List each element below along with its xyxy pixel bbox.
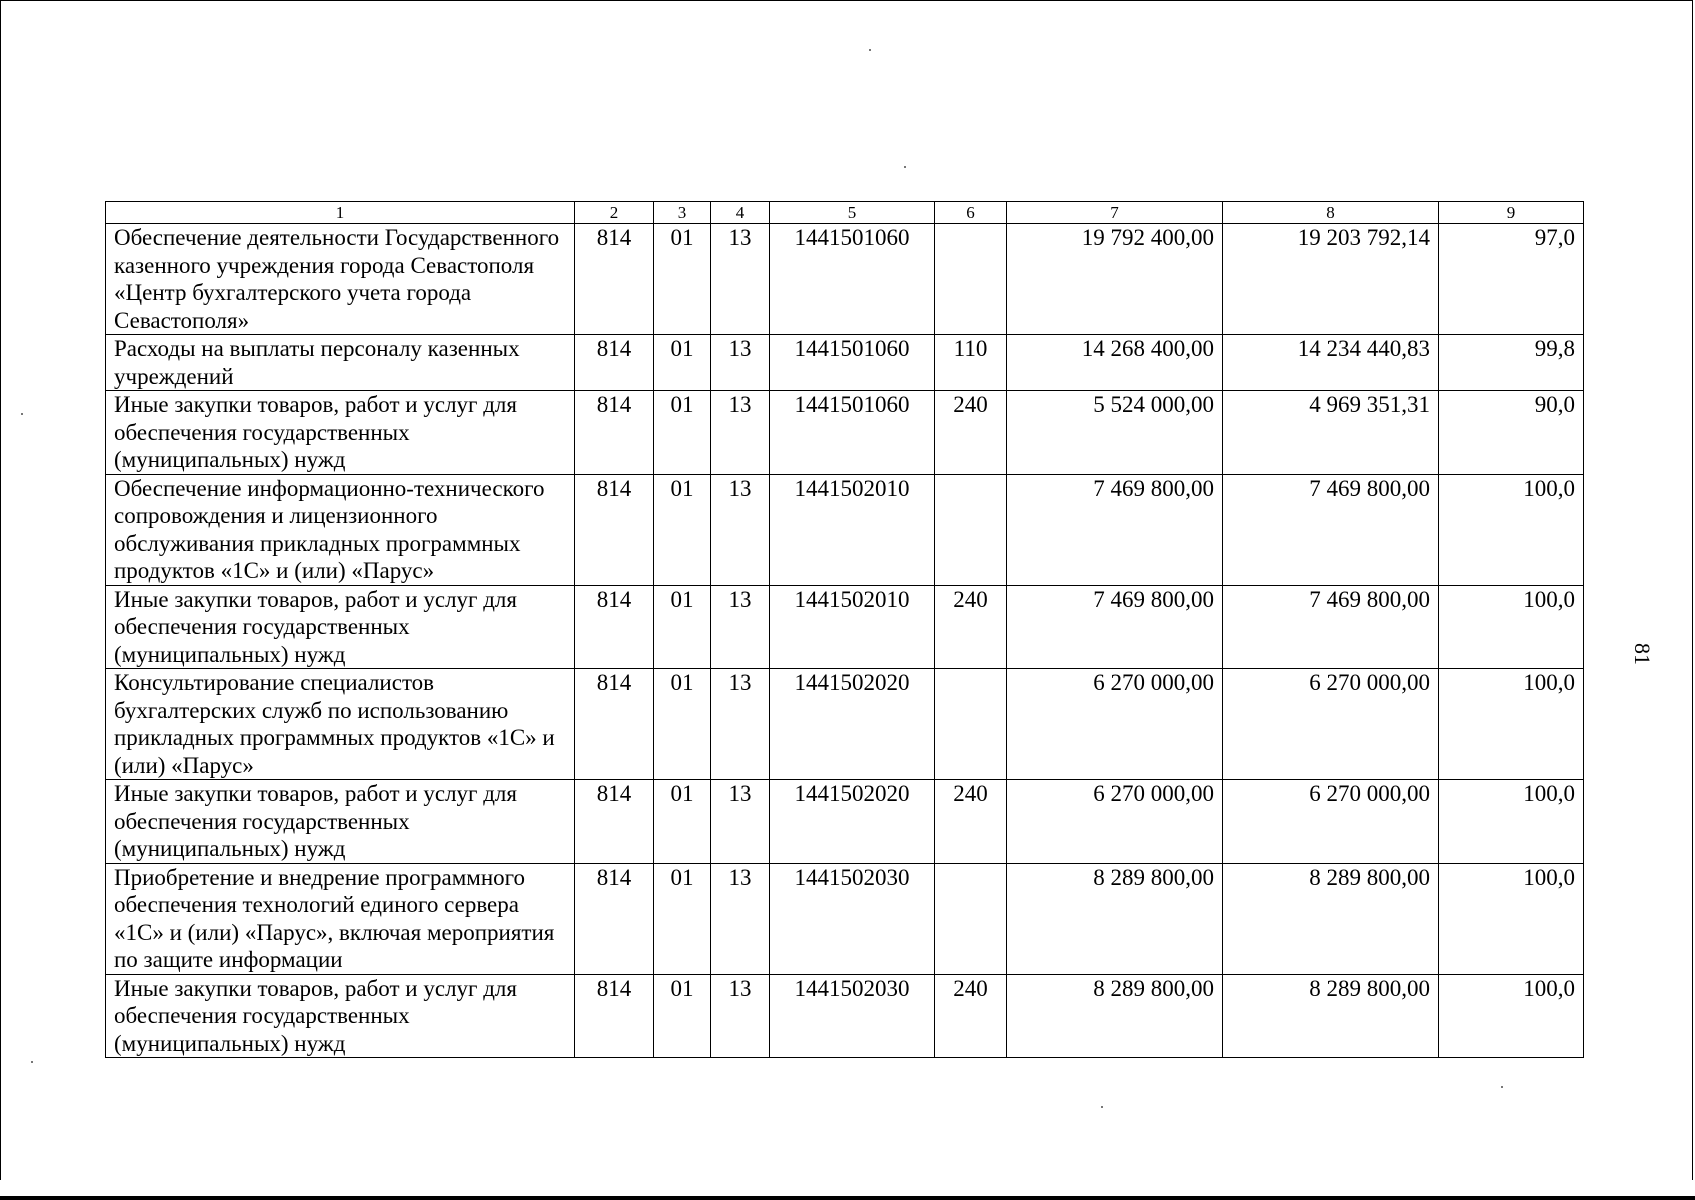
expense-name: Приобретение и внедрение программного обеспечения технологий единого сервера «1С» и (или) «Парус», включая мероприятия по защите информации bbox=[106, 863, 575, 974]
table-row bbox=[106, 863, 1584, 974]
execution-percent: 100,0 bbox=[1439, 780, 1584, 864]
expense-name: Консультирование специалистов бухгалтерских служб по использованию прикладных программных продуктов «1С» и (или) «Парус» bbox=[106, 669, 575, 780]
col-header: 3 bbox=[654, 202, 711, 224]
ministry-code: 814 bbox=[575, 585, 654, 669]
expense-type-code bbox=[935, 224, 1007, 335]
subsection-code: 13 bbox=[711, 974, 770, 1058]
target-article-code: 1441502020 bbox=[770, 780, 935, 864]
expense-type-code: 240 bbox=[935, 391, 1007, 475]
ministry-code: 814 bbox=[575, 391, 654, 475]
execution-percent: 100,0 bbox=[1439, 474, 1584, 585]
ministry-code: 814 bbox=[575, 863, 654, 974]
subsection-code: 13 bbox=[711, 585, 770, 669]
planned-amount: 7 469 800,00 bbox=[1007, 474, 1223, 585]
expense-type-code: 240 bbox=[935, 585, 1007, 669]
execution-percent: 100,0 bbox=[1439, 585, 1584, 669]
table-row bbox=[106, 585, 1584, 669]
expense-name: Обеспечение деятельности Государственного казенного учреждения города Севастополя «Центр бухгалтерского учета города Севастополя» bbox=[106, 224, 575, 335]
executed-amount: 8 289 800,00 bbox=[1223, 863, 1439, 974]
scan-speck bbox=[869, 49, 871, 51]
section-code: 01 bbox=[654, 863, 711, 974]
expense-type-code: 240 bbox=[935, 780, 1007, 864]
scan-speck bbox=[1501, 1086, 1503, 1088]
target-article-code: 1441502020 bbox=[770, 669, 935, 780]
column-number-row bbox=[106, 202, 1584, 224]
subsection-code: 13 bbox=[711, 669, 770, 780]
col-header: 9 bbox=[1439, 202, 1584, 224]
expense-name: Иные закупки товаров, работ и услуг для обеспечения государственных (муниципальных) нужд bbox=[106, 780, 575, 864]
scan-edge bbox=[0, 1196, 1695, 1200]
expense-type-code bbox=[935, 863, 1007, 974]
execution-percent: 100,0 bbox=[1439, 863, 1584, 974]
executed-amount: 7 469 800,00 bbox=[1223, 585, 1439, 669]
section-code: 01 bbox=[654, 585, 711, 669]
executed-amount: 8 289 800,00 bbox=[1223, 974, 1439, 1058]
planned-amount: 8 289 800,00 bbox=[1007, 863, 1223, 974]
subsection-code: 13 bbox=[711, 391, 770, 475]
subsection-code: 13 bbox=[711, 335, 770, 391]
section-code: 01 bbox=[654, 335, 711, 391]
table-row bbox=[106, 391, 1584, 475]
section-code: 01 bbox=[654, 224, 711, 335]
col-header: 2 bbox=[575, 202, 654, 224]
execution-percent: 100,0 bbox=[1439, 974, 1584, 1058]
executed-amount: 4 969 351,31 bbox=[1223, 391, 1439, 475]
planned-amount: 8 289 800,00 bbox=[1007, 974, 1223, 1058]
table-row bbox=[106, 224, 1584, 335]
section-code: 01 bbox=[654, 474, 711, 585]
planned-amount: 6 270 000,00 bbox=[1007, 780, 1223, 864]
section-code: 01 bbox=[654, 669, 711, 780]
executed-amount: 6 270 000,00 bbox=[1223, 780, 1439, 864]
scan-speck bbox=[1101, 1106, 1103, 1108]
col-header: 8 bbox=[1223, 202, 1439, 224]
executed-amount: 19 203 792,14 bbox=[1223, 224, 1439, 335]
budget-table bbox=[105, 201, 1584, 1058]
target-article-code: 1441502010 bbox=[770, 585, 935, 669]
expense-type-code: 110 bbox=[935, 335, 1007, 391]
target-article-code: 1441501060 bbox=[770, 391, 935, 475]
execution-percent: 90,0 bbox=[1439, 391, 1584, 475]
expense-name: Иные закупки товаров, работ и услуг для обеспечения государственных (муниципальных) нужд bbox=[106, 974, 575, 1058]
target-article-code: 1441501060 bbox=[770, 335, 935, 391]
col-header: 1 bbox=[106, 202, 575, 224]
executed-amount: 14 234 440,83 bbox=[1223, 335, 1439, 391]
table-row bbox=[106, 474, 1584, 585]
planned-amount: 6 270 000,00 bbox=[1007, 669, 1223, 780]
expense-type-code: 240 bbox=[935, 974, 1007, 1058]
planned-amount: 19 792 400,00 bbox=[1007, 224, 1223, 335]
planned-amount: 7 469 800,00 bbox=[1007, 585, 1223, 669]
scan-speck bbox=[904, 166, 906, 168]
target-article-code: 1441501060 bbox=[770, 224, 935, 335]
section-code: 01 bbox=[654, 974, 711, 1058]
table-row bbox=[106, 669, 1584, 780]
expense-name: Обеспечение информационно-технического сопровождения и лицензионного обслуживания прикладных программных продуктов «1С» и (или) «Парус» bbox=[106, 474, 575, 585]
expense-name: Иные закупки товаров, работ и услуг для обеспечения государственных (муниципальных) нужд bbox=[106, 585, 575, 669]
executed-amount: 7 469 800,00 bbox=[1223, 474, 1439, 585]
execution-percent: 100,0 bbox=[1439, 669, 1584, 780]
scan-speck bbox=[31, 1061, 33, 1063]
col-header: 6 bbox=[935, 202, 1007, 224]
ministry-code: 814 bbox=[575, 669, 654, 780]
table-row bbox=[106, 780, 1584, 864]
expense-name: Расходы на выплаты персоналу казенных учреждений bbox=[106, 335, 575, 391]
subsection-code: 13 bbox=[711, 863, 770, 974]
ministry-code: 814 bbox=[575, 780, 654, 864]
page-number: 81 bbox=[1630, 643, 1655, 665]
section-code: 01 bbox=[654, 391, 711, 475]
table-row bbox=[106, 974, 1584, 1058]
executed-amount: 6 270 000,00 bbox=[1223, 669, 1439, 780]
execution-percent: 97,0 bbox=[1439, 224, 1584, 335]
ministry-code: 814 bbox=[575, 474, 654, 585]
ministry-code: 814 bbox=[575, 335, 654, 391]
expense-name: Иные закупки товаров, работ и услуг для обеспечения государственных (муниципальных) нужд bbox=[106, 391, 575, 475]
ministry-code: 814 bbox=[575, 224, 654, 335]
section-code: 01 bbox=[654, 780, 711, 864]
target-article-code: 1441502030 bbox=[770, 974, 935, 1058]
planned-amount: 14 268 400,00 bbox=[1007, 335, 1223, 391]
subsection-code: 13 bbox=[711, 224, 770, 335]
table-row bbox=[106, 335, 1584, 391]
col-header: 4 bbox=[711, 202, 770, 224]
planned-amount: 5 524 000,00 bbox=[1007, 391, 1223, 475]
expense-type-code bbox=[935, 474, 1007, 585]
col-header: 5 bbox=[770, 202, 935, 224]
target-article-code: 1441502010 bbox=[770, 474, 935, 585]
scan-speck bbox=[21, 413, 23, 415]
ministry-code: 814 bbox=[575, 974, 654, 1058]
execution-percent: 99,8 bbox=[1439, 335, 1584, 391]
subsection-code: 13 bbox=[711, 474, 770, 585]
expense-type-code bbox=[935, 669, 1007, 780]
subsection-code: 13 bbox=[711, 780, 770, 864]
target-article-code: 1441502030 bbox=[770, 863, 935, 974]
col-header: 7 bbox=[1007, 202, 1223, 224]
